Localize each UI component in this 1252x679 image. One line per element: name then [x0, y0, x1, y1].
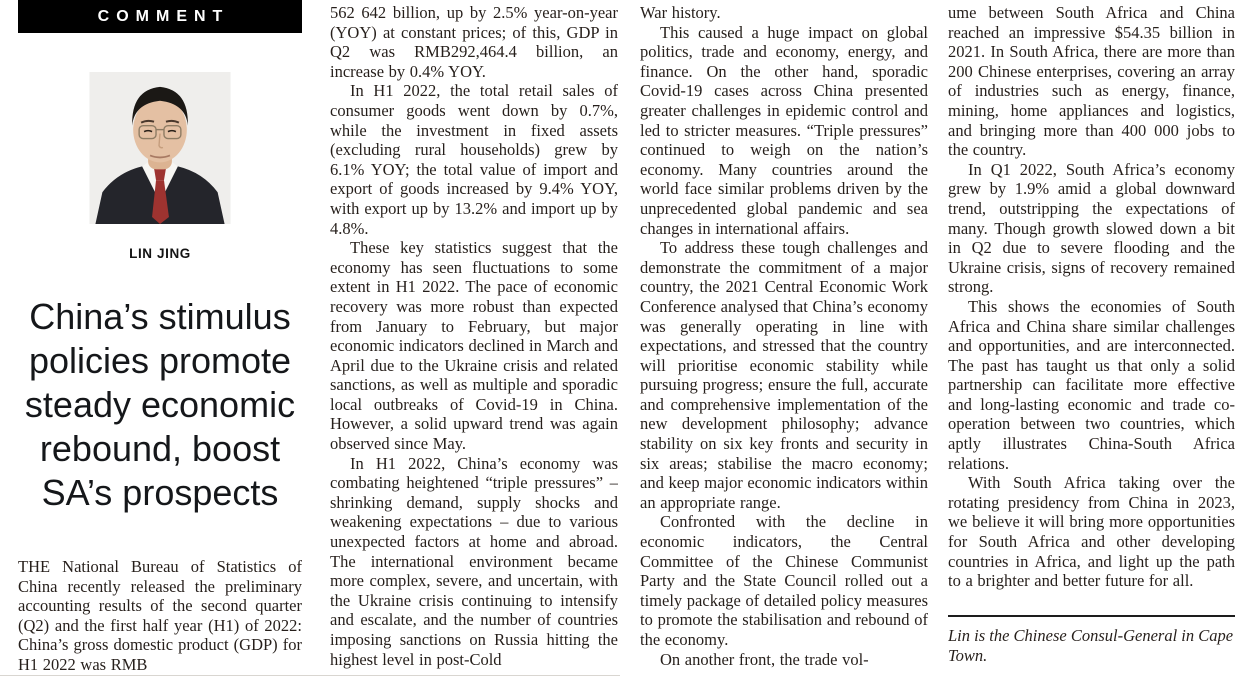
headline-line: steady economic [24, 384, 296, 425]
article-paragraph: These key statistics suggest that the economy has seen fluctuations to some extent in H1 2022. The pace of economic recovery was more robust than expected from January to February, but major economic indicators declined in March and April due to the Ukraine crisis and related sanctions, as well as multiple and sporadic local outbreaks of Covid-19 in China. However, a solid upward trend was again observed since May. [330, 238, 618, 454]
headline-line: rebound, boost [39, 428, 281, 469]
left-column [18, 0, 302, 679]
headline-line: policies promote [28, 340, 292, 381]
article-paragraph: THE National Bureau of Statistics of China recently released the preliminary accounting results of the second quarter (Q2) and the first half year (H1) of 2022: China’s gross domestic product (GDP) for H1 2022 was RMB [18, 557, 302, 674]
comment-kicker-bar [18, 0, 302, 33]
article-paragraph: ume between South Africa and China reached an impressive $54.35 billion in 2021. In South Africa, there are more than 200 Chinese enterprises, covering an array of industries such as energy, finance, mining, home appliances and logistics, and bringing more than 400 000 jobs to the country. [948, 3, 1235, 160]
article-paragraph: This shows the economies of South Africa and China share similar challenges and opportunities, and are interconnected. The past has taught us that only a solid partnership can facilitate more effective and long-lasting economic and trade co-operation between two countries, which aptly illustrates China-South Africa relations. [948, 296, 1235, 473]
article-paragraph: Confronted with the decline in economic indicators, the Central Committee of the Chinese Communist Party and the State Council rolled out a timely package of detailed policy measures to promote the stabilisation and rebound of the economy. [640, 512, 928, 649]
article-paragraph: 562 642 billion, up by 2.5% year-on-year (YOY) at constant prices; of this, GDP in Q2 was RMB292,464.4 billion, an increase by 0.4% YOY. [330, 3, 618, 81]
article-paragraph: War history. [640, 3, 721, 22]
headline-line: China’s stimulus [29, 296, 291, 337]
article-paragraph: On another front, the trade vol- [660, 649, 869, 669]
author-signature-block [948, 615, 1235, 666]
article-paragraph: In Q1 2022, South Africa’s economy grew by 1.9% amid a global downward trend, outstripping the expectations of many. Though growth slowed down a bit in Q2 due to severe flooding and the Ukraine crisis, signs of recovery remained strong. [948, 159, 1235, 297]
column-4-wrapper [948, 0, 1235, 679]
kicker-label: COMMENT [97, 7, 230, 25]
article-column-1 [18, 554, 302, 675]
tie-knot [154, 168, 166, 180]
author-signature-text: Lin is the Chinese Consul-General in Cape Town. [948, 625, 1234, 665]
author-portrait-photo [89, 72, 231, 224]
column-2-wrapper [330, 0, 618, 679]
article-paragraph: To address these tough challenges and demonstrate the commitment of a major country, the 2021 Central Economic Work Conference analysed that China’s economy was generally operating in line with expectations, and stressed that the country will prioritise economic stability while pursuing progress; ensure the full, accurate and comprehensive implementation of the new development philosophy; advance stability on six key fronts and security in six areas; stabilise the macro economy; and keep major economic indicators within an appropriate range. [640, 238, 928, 512]
article-column-2 [330, 0, 618, 669]
author-name: LIN JING [129, 246, 191, 261]
column-3-wrapper [640, 0, 928, 679]
headline-line: SA’s prospects [41, 472, 279, 513]
article-paragraph: This caused a huge impact on global politics, trade and economy, energy, and finance. On the other hand, sporadic Covid-19 cases across China presented greater challenges in epidemic control and led to stricter measures. “Triple pressures” continued to weigh on the nation’s economy. Many countries around the world face similar problems driven by the unprecedented global pandemic and sea changes in international affairs. [640, 22, 928, 238]
article-paragraph: In H1 2022, China’s economy was combating heightened “triple pressures” – shrinking demand, supply shocks and weakening expectations – due to various unexpected factors at home and abroad. The international environment became more complex, severe, and uncertain, with the Ukraine crisis continuing to intensify and escalate, and the number of countries imposing sanctions on Russia hitting the highest level in post-Cold [330, 453, 618, 669]
page-fold-line [0, 675, 620, 676]
article-column-3 [640, 0, 928, 669]
article-column-4 [948, 0, 1235, 591]
article-headline [18, 295, 302, 515]
article-paragraph: In H1 2022, the total retail sales of consumer goods went down by 0.7%, while the investment in fixed assets (excluding rural households) grew by 6.1% YOY; the total value of import and export of goods increased by 9.4% YOY, with export up by 13.2% and import up by 4.8%. [330, 81, 618, 238]
article-paragraph: With South Africa taking over the rotating presidency from China in 2023, we believe it will bring more opportunities for South Africa and other developing countries in Africa, and light up the path to a brighter and better future for all. [948, 473, 1235, 591]
